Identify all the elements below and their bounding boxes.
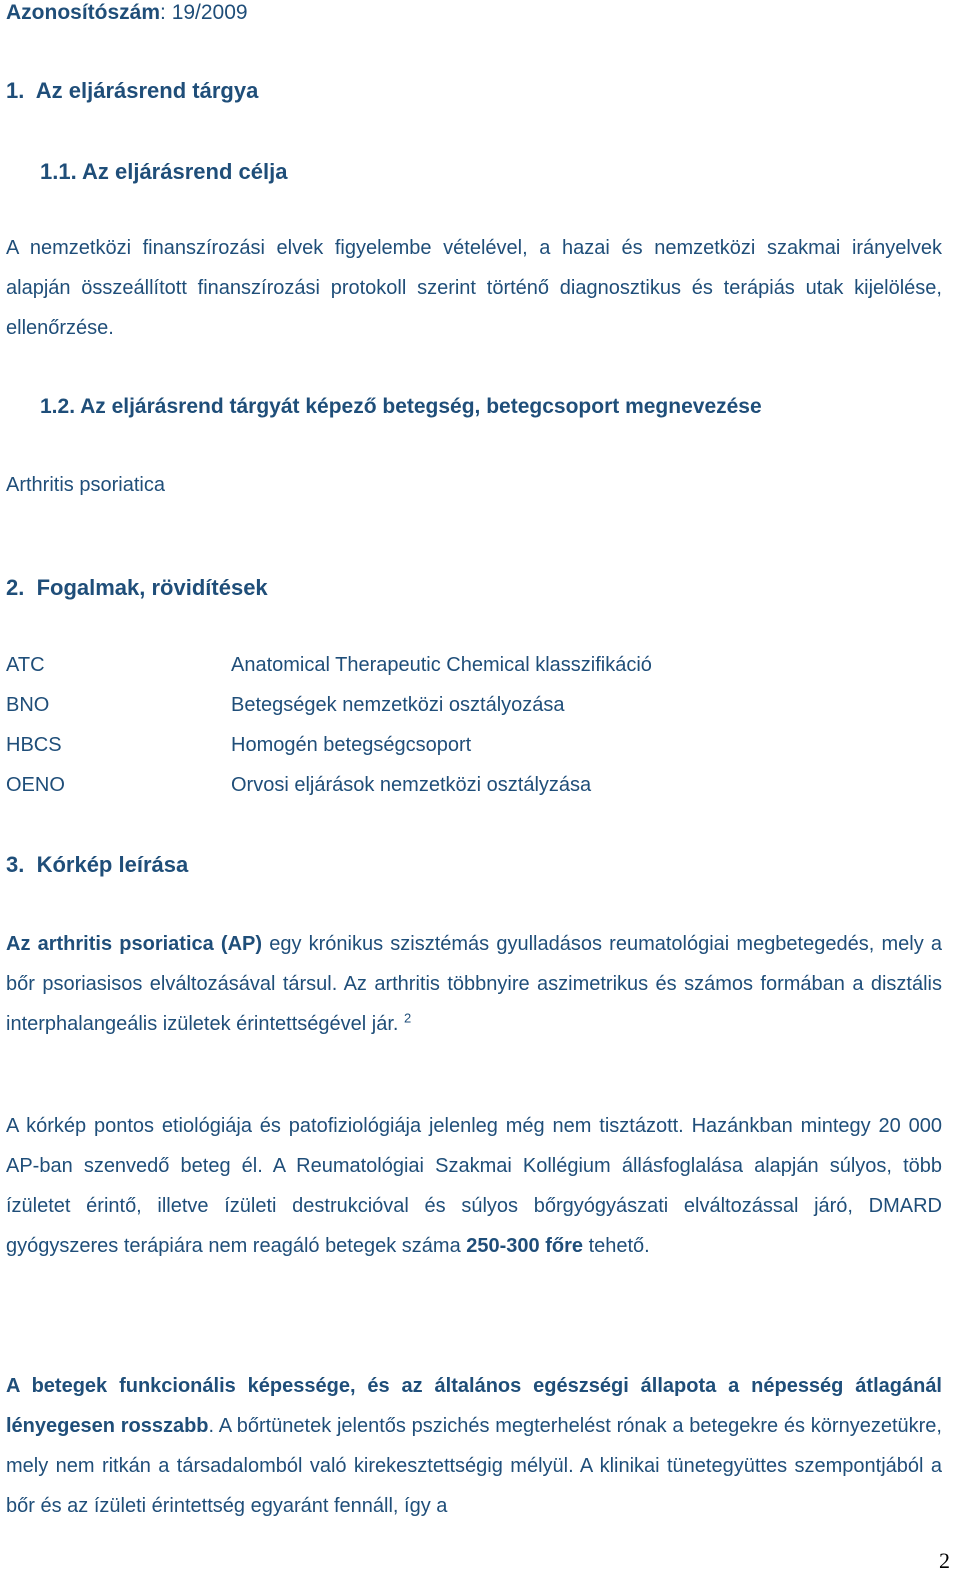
abbreviation-key: HBCS (6, 734, 62, 756)
function-emphasis: A betegek funkcionális képessége, és az általános egészségi állapota a népesség átlagánál lényegesen rosszabb (6, 1375, 942, 1437)
section-1-1-title: 1.1. Az eljárásrend célja (40, 159, 288, 184)
document-id (6, 1, 248, 25)
section-2-title: 2. Fogalmak, rövidítések (6, 575, 268, 600)
abbreviation-value: Betegségek nemzetközi osztályozása (231, 694, 565, 716)
abbreviation-row (6, 654, 906, 682)
abbreviation-key: ATC (6, 654, 45, 676)
abbreviation-value: Anatomical Therapeutic Chemical klasszifikáció (231, 654, 652, 676)
ap-term: Az arthritis psoriatica (AP) (6, 933, 263, 955)
abbreviation-key: OENO (6, 774, 65, 796)
ap-definition-text: egy krónikus szisztémás gyulladásos reumatológiai megbetegedés, mely a bőr psoriasisos elváltozásával társul. Az arthritis többnyire aszimetrikus és számos formában a disztális interphalangeális izületek érintettségével jár. (6, 933, 942, 1035)
abbreviation-row (6, 774, 906, 802)
id-label: Azonosítószám (6, 1, 161, 24)
patient-count: 250-300 főre (466, 1235, 584, 1257)
etiology-text-end: tehető. (583, 1235, 650, 1257)
id-separator: : (160, 1, 172, 24)
section-1-1-text: A nemzetközi finanszírozási elvek figyelembe vételével, a hazai és nemzetközi szakmai irányelvek alapján összeállított finanszírozási protokoll szerint történő diagnosztikus és terápiás utak kijelölése, ellenőrzése. (6, 237, 942, 339)
etiology-text: A kórkép pontos etiológiája és patofiziológiája jelenleg még nem tisztázott. Hazánkban mintegy 20 000 AP-ban szenvedő beteg él. A Reumatológiai Szakmai Kollégium állásfoglalása alapján súlyos, több ízületet érintő, illetve ízületi destrukcióval és súlyos bőrgyógyászati elváltozással járó, DMARD gyógyszeres terápiára nem reagáló betegek száma (6, 1115, 942, 1257)
section-1-2-title: 1.2. Az eljárásrend tárgyát képező betegség, betegcsoport megnevezése (40, 395, 762, 418)
paragraph-function (6, 1366, 942, 1526)
abbreviation-value: Homogén betegségcsoport (231, 734, 472, 756)
section-3-title: 3. Kórkép leírása (6, 852, 189, 877)
abbreviation-key: BNO (6, 694, 50, 716)
abbreviation-row (6, 734, 906, 762)
section-1-2-text: Arthritis psoriatica (6, 474, 165, 496)
abbreviation-row (6, 694, 906, 722)
page-number: 2 (939, 1548, 950, 1573)
section-1-title: 1. Az eljárásrend tárgya (6, 78, 259, 103)
paragraph-ap-definition (6, 924, 942, 1044)
id-value: 19/2009 (171, 1, 248, 24)
footnote-ref: 2 (404, 1010, 412, 1026)
abbreviation-value: Orvosi eljárások nemzetközi osztályzása (231, 774, 592, 796)
paragraph-etiology (6, 1106, 942, 1266)
function-text: . A bőrtünetek jelentős pszichés megterhelést rónak a betegekre és környezetükre, mely nem ritkán a társadalomból való kirekesztettségig mélyül. A klinikai tünetegyüttes szempontjából a bőr és az ízületi érintettség egyaránt fennáll, így a (6, 1415, 942, 1517)
